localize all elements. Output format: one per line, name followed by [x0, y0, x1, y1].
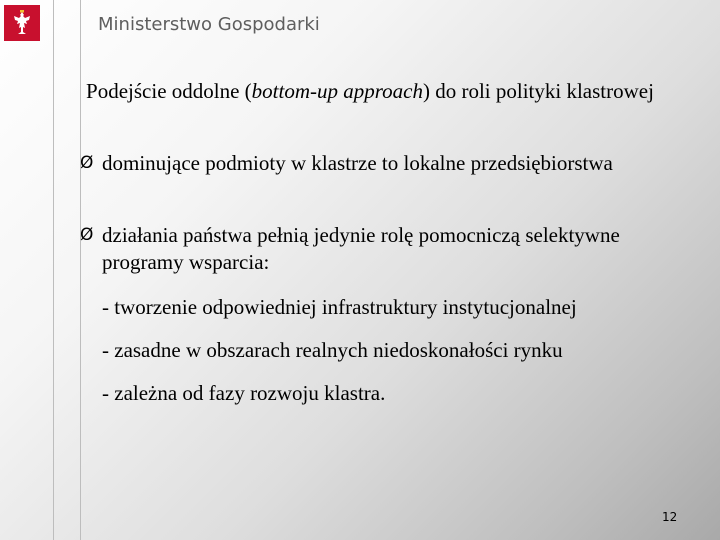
bullet-text: działania państwa pełnią jedynie rolę pomocniczą selektywne programy wsparcia:: [102, 223, 620, 274]
title-suffix: ) do roli polityki klastrowej: [422, 79, 654, 103]
ministry-name: Ministerstwo Gospodarki: [98, 14, 320, 35]
bullet-item: [80, 222, 660, 276]
sub-item: - tworzenie odpowiedniej infrastruktury instytucjonalnej: [102, 295, 577, 319]
slide-title: [80, 78, 660, 105]
sub-item: - zasadne w obszarach realnych niedoskonałości rynku: [102, 338, 563, 362]
arrowhead-bullet-icon: Ø: [80, 153, 94, 173]
title-italic: bottom-up approach: [251, 79, 423, 103]
page-number: 12: [662, 510, 678, 524]
polish-eagle-emblem-icon: [4, 5, 40, 41]
title-prefix: Podejście oddolne (: [86, 79, 252, 103]
arrowhead-bullet-icon: Ø: [80, 225, 94, 245]
bullet-item: [80, 150, 660, 204]
bullet-text: dominujące podmioty w klastrze to lokalne przedsiębiorstwa: [102, 151, 613, 175]
sub-item: - zależna od fazy rozwoju klastra.: [102, 381, 386, 405]
eagle-icon: [11, 10, 33, 36]
header-divider-lines: [53, 0, 81, 540]
